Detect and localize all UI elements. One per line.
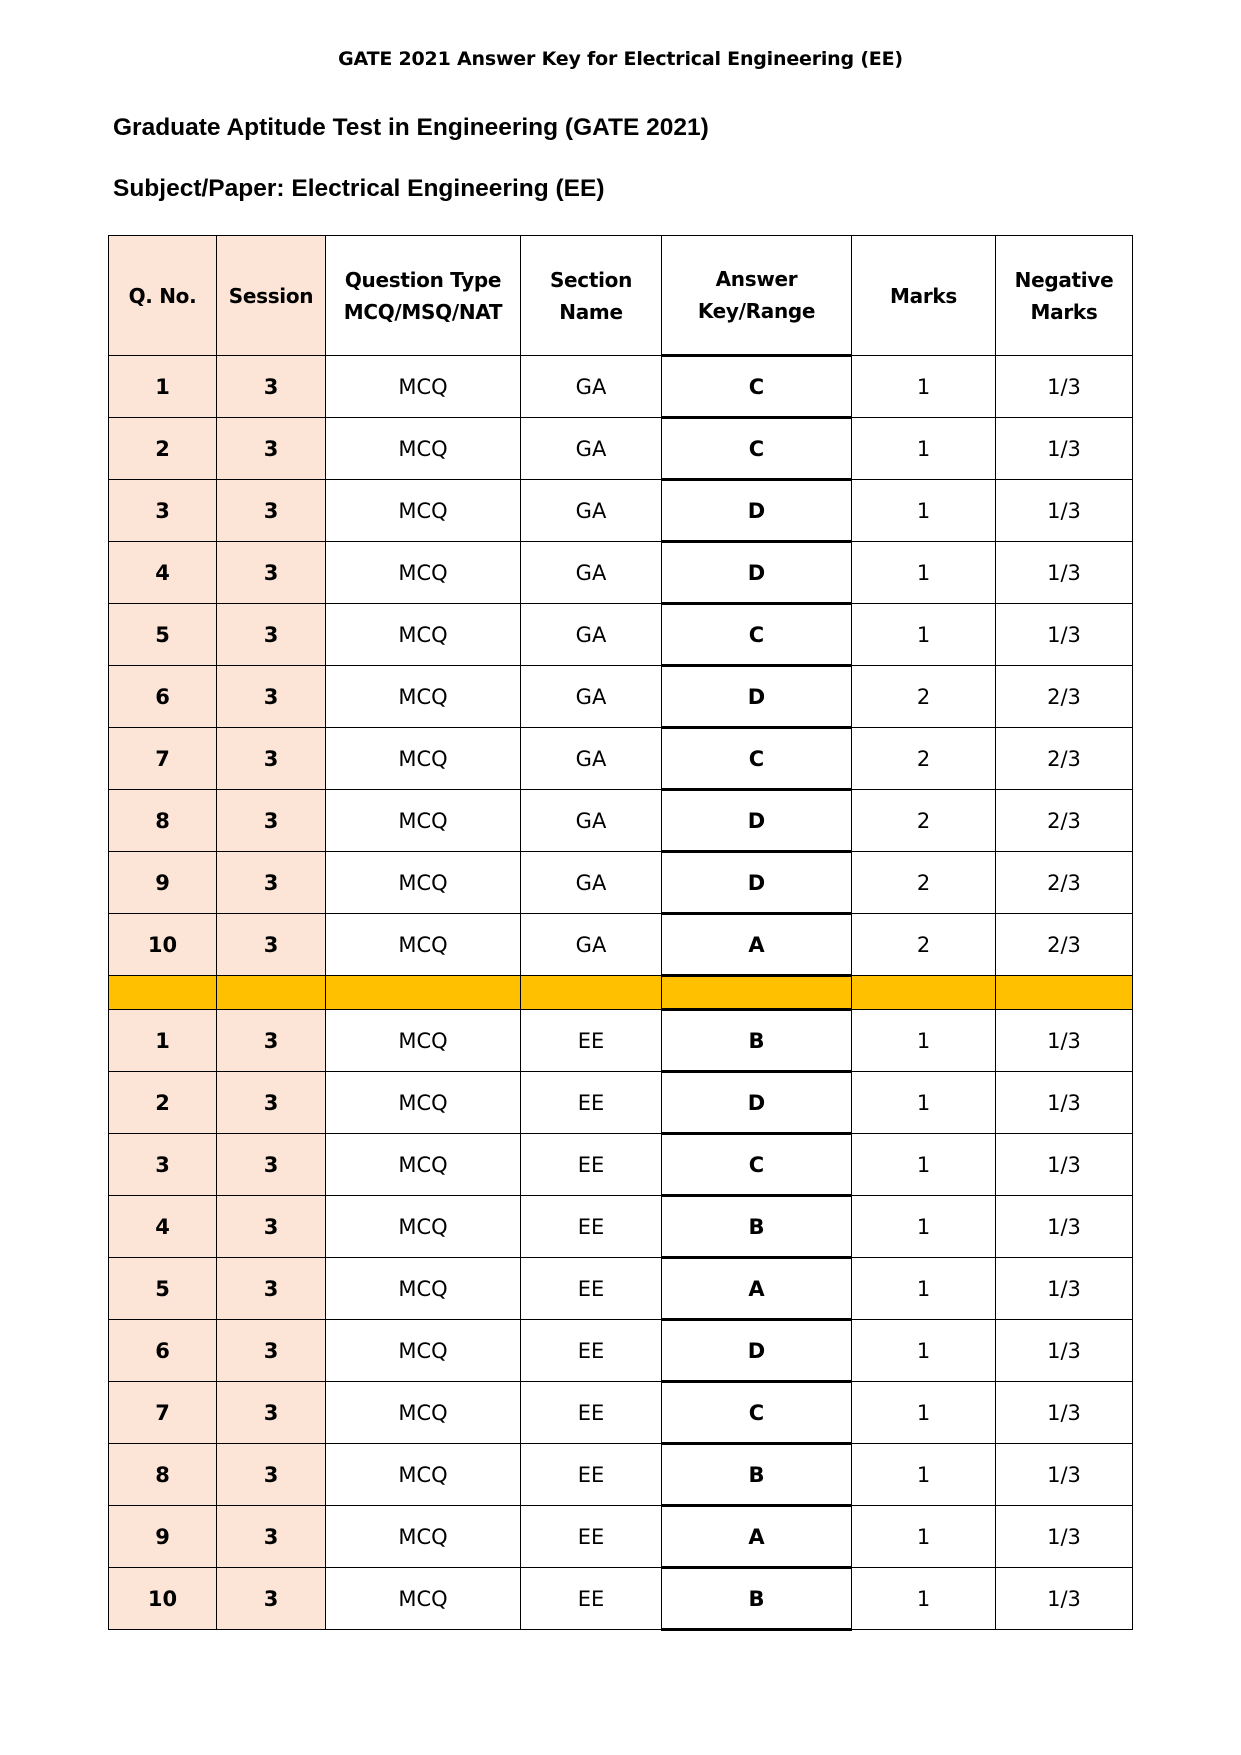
answer-cell: B [662,1196,852,1258]
answer-cell: C [662,1134,852,1196]
session-cell: 3 [217,480,326,542]
marks-cell: 1 [852,1382,996,1444]
section-name-cell: EE [521,1072,662,1134]
header-qno: Q. No. [109,236,217,356]
qno-cell: 1 [109,1010,217,1072]
qno-cell: 2 [109,418,217,480]
qno-cell: 7 [109,1382,217,1444]
negative-marks-cell: 1/3 [996,542,1133,604]
session-cell: 3 [217,1444,326,1506]
table-row [109,1134,1133,1196]
session-cell: 3 [217,1072,326,1134]
section-name-cell: GA [521,604,662,666]
session-cell: 3 [217,914,326,976]
answer-cell: C [662,418,852,480]
section-name-cell: EE [521,1258,662,1320]
document-title: Graduate Aptitude Test in Engineering (GATE 2021) [113,114,709,141]
separator-cell [326,976,521,1010]
section-name-cell: EE [521,1134,662,1196]
answer-cell: D [662,852,852,914]
marks-cell: 2 [852,852,996,914]
marks-cell: 1 [852,1010,996,1072]
answer-cell: C [662,604,852,666]
header-marks: Marks [852,236,996,356]
negative-marks-cell: 1/3 [996,1506,1133,1568]
qno-cell: 6 [109,1320,217,1382]
qno-cell: 10 [109,1568,217,1630]
marks-cell: 2 [852,666,996,728]
table-row [109,728,1133,790]
table-row [109,1010,1133,1072]
table-row [109,1382,1133,1444]
section-name-cell: GA [521,728,662,790]
qno-cell: 4 [109,542,217,604]
session-cell: 3 [217,1568,326,1630]
section-name-cell: GA [521,418,662,480]
qno-cell: 8 [109,790,217,852]
negative-marks-cell: 2/3 [996,666,1133,728]
answer-cell: D [662,666,852,728]
answer-cell: A [662,914,852,976]
session-cell: 3 [217,1196,326,1258]
qno-cell: 5 [109,604,217,666]
question-type-cell: MCQ [326,914,521,976]
session-cell: 3 [217,356,326,418]
negative-marks-cell: 1/3 [996,1320,1133,1382]
qno-cell: 7 [109,728,217,790]
answer-cell: D [662,1320,852,1382]
negative-marks-cell: 1/3 [996,1010,1133,1072]
question-type-cell: MCQ [326,356,521,418]
separator-cell [996,976,1133,1010]
section-name-cell: EE [521,1444,662,1506]
question-type-cell: MCQ [326,1072,521,1134]
marks-cell: 1 [852,1444,996,1506]
session-cell: 3 [217,1506,326,1568]
marks-cell: 1 [852,356,996,418]
question-type-cell: MCQ [326,1444,521,1506]
section-name-cell: GA [521,914,662,976]
negative-marks-cell: 1/3 [996,418,1133,480]
answer-cell: D [662,790,852,852]
question-type-cell: MCQ [326,1196,521,1258]
session-cell: 3 [217,666,326,728]
question-type-cell: MCQ [326,1134,521,1196]
answer-cell: B [662,1568,852,1630]
header-section-name: Section Name [521,236,662,356]
header-session: Session [217,236,326,356]
separator-cell [852,976,996,1010]
marks-cell: 1 [852,1258,996,1320]
question-type-cell: MCQ [326,1258,521,1320]
negative-marks-cell: 1/3 [996,480,1133,542]
question-type-cell: MCQ [326,1568,521,1630]
table-row [109,604,1133,666]
answer-cell: C [662,728,852,790]
negative-marks-cell: 1/3 [996,1134,1133,1196]
answer-cell: C [662,1382,852,1444]
marks-cell: 1 [852,1196,996,1258]
separator-cell [521,976,662,1010]
negative-marks-cell: 1/3 [996,604,1133,666]
section-name-cell: EE [521,1320,662,1382]
section-name-cell: EE [521,1506,662,1568]
qno-cell: 3 [109,480,217,542]
answer-cell: A [662,1506,852,1568]
qno-cell: 1 [109,356,217,418]
table-row [109,480,1133,542]
marks-cell: 1 [852,604,996,666]
question-type-cell: MCQ [326,666,521,728]
table-row [109,1196,1133,1258]
table-row [109,1072,1133,1134]
qno-cell: 9 [109,1506,217,1568]
marks-cell: 1 [852,1320,996,1382]
header-row [109,236,1133,356]
section-separator-row [109,976,1133,1010]
section-name-cell: EE [521,1568,662,1630]
negative-marks-cell: 2/3 [996,728,1133,790]
table-row [109,1568,1133,1630]
section-name-cell: GA [521,542,662,604]
table-row [109,790,1133,852]
negative-marks-cell: 1/3 [996,1258,1133,1320]
question-type-cell: MCQ [326,418,521,480]
section-name-cell: EE [521,1382,662,1444]
section-name-cell: EE [521,1010,662,1072]
marks-cell: 1 [852,418,996,480]
session-cell: 3 [217,604,326,666]
table-row [109,1444,1133,1506]
session-cell: 3 [217,1382,326,1444]
negative-marks-cell: 2/3 [996,852,1133,914]
negative-marks-cell: 2/3 [996,914,1133,976]
qno-cell: 6 [109,666,217,728]
session-cell: 3 [217,852,326,914]
negative-marks-cell: 1/3 [996,1196,1133,1258]
marks-cell: 1 [852,1568,996,1630]
negative-marks-cell: 1/3 [996,1072,1133,1134]
session-cell: 3 [217,1320,326,1382]
table-row [109,356,1133,418]
qno-cell: 9 [109,852,217,914]
qno-cell: 4 [109,1196,217,1258]
question-type-cell: MCQ [326,542,521,604]
marks-cell: 1 [852,542,996,604]
answer-cell: D [662,480,852,542]
question-type-cell: MCQ [326,790,521,852]
page-header: GATE 2021 Answer Key for Electrical Engineering (EE) [338,48,903,70]
session-cell: 3 [217,1134,326,1196]
answer-cell: B [662,1444,852,1506]
marks-cell: 1 [852,480,996,542]
question-type-cell: MCQ [326,1320,521,1382]
table-body [109,356,1133,1630]
marks-cell: 1 [852,1134,996,1196]
question-type-cell: MCQ [326,728,521,790]
negative-marks-cell: 2/3 [996,790,1133,852]
marks-cell: 2 [852,790,996,852]
table-row [109,1506,1133,1568]
marks-cell: 2 [852,728,996,790]
session-cell: 3 [217,728,326,790]
negative-marks-cell: 1/3 [996,1568,1133,1630]
table-row [109,1320,1133,1382]
question-type-cell: MCQ [326,1506,521,1568]
question-type-cell: MCQ [326,1010,521,1072]
answer-cell: D [662,1072,852,1134]
negative-marks-cell: 1/3 [996,1444,1133,1506]
question-type-cell: MCQ [326,1382,521,1444]
header-question-type: Question Type MCQ/MSQ/NAT [326,236,521,356]
table-row [109,418,1133,480]
separator-cell [217,976,326,1010]
answer-cell: B [662,1010,852,1072]
section-name-cell: GA [521,790,662,852]
session-cell: 3 [217,790,326,852]
marks-cell: 2 [852,914,996,976]
header-answer-key: Answer Key/Range [662,236,852,356]
session-cell: 3 [217,1010,326,1072]
negative-marks-cell: 1/3 [996,356,1133,418]
table-row [109,914,1133,976]
table-row [109,666,1133,728]
table-row [109,1258,1133,1320]
session-cell: 3 [217,418,326,480]
answer-key-table [108,235,1133,1631]
answer-cell: C [662,356,852,418]
answer-cell: D [662,542,852,604]
separator-cell [109,976,217,1010]
subject-paper-title: Subject/Paper: Electrical Engineering (EE) [113,175,605,202]
qno-cell: 5 [109,1258,217,1320]
marks-cell: 1 [852,1072,996,1134]
question-type-cell: MCQ [326,852,521,914]
section-name-cell: GA [521,666,662,728]
negative-marks-cell: 1/3 [996,1382,1133,1444]
section-name-cell: EE [521,1196,662,1258]
qno-cell: 2 [109,1072,217,1134]
header-negative-marks: Negative Marks [996,236,1133,356]
separator-cell [662,976,852,1010]
qno-cell: 10 [109,914,217,976]
section-name-cell: GA [521,356,662,418]
marks-cell: 1 [852,1506,996,1568]
table-row [109,852,1133,914]
qno-cell: 8 [109,1444,217,1506]
table-row [109,542,1133,604]
question-type-cell: MCQ [326,480,521,542]
qno-cell: 3 [109,1134,217,1196]
answer-cell: A [662,1258,852,1320]
session-cell: 3 [217,542,326,604]
question-type-cell: MCQ [326,604,521,666]
session-cell: 3 [217,1258,326,1320]
section-name-cell: GA [521,480,662,542]
section-name-cell: GA [521,852,662,914]
